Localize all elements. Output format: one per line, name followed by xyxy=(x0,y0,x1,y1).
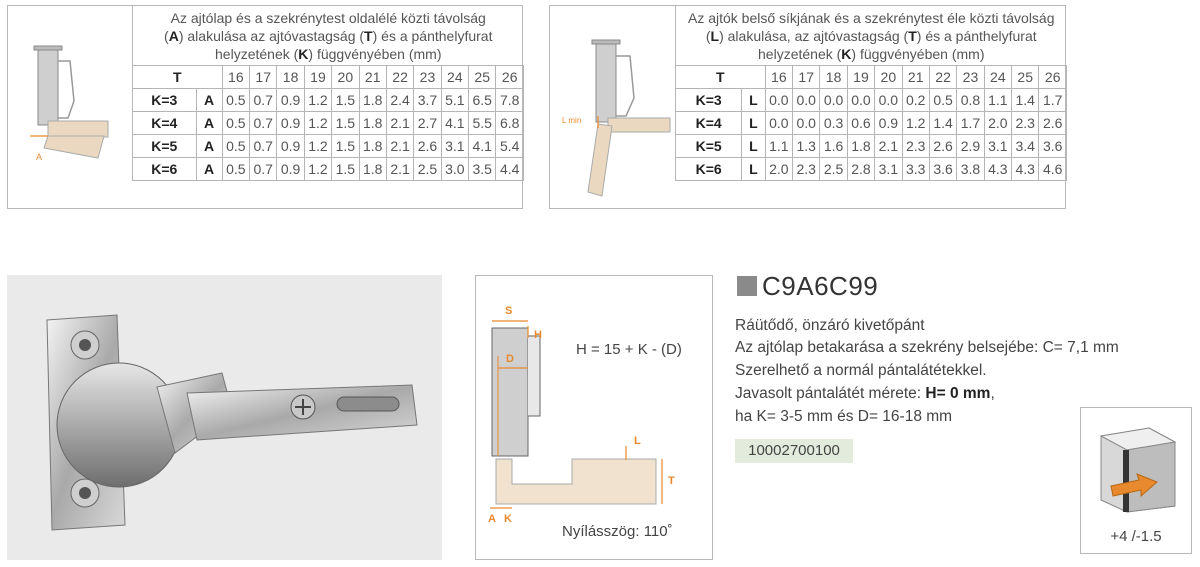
table-row xyxy=(676,112,1067,135)
table-row xyxy=(676,135,1067,158)
table-cell: 0.5 xyxy=(929,89,956,112)
header-text: ) alakulása az ajtóvastagság ( xyxy=(178,28,365,44)
header-text: helyzetének ( xyxy=(215,46,299,62)
table-cell: 2.6 xyxy=(414,135,441,158)
table-cell: 1.4 xyxy=(929,112,956,135)
table-a-column-row xyxy=(133,66,524,89)
table-cell: 4.1 xyxy=(469,135,496,158)
header-text: ( xyxy=(705,28,711,44)
table-cell: 18 xyxy=(820,66,847,89)
description-line-4 xyxy=(735,385,995,403)
table-cell: T xyxy=(676,66,766,89)
table-cell: 2.0 xyxy=(765,158,792,181)
table-cell: 25 xyxy=(1012,66,1039,89)
table-cell: 4.3 xyxy=(1012,158,1039,181)
table-cell: 18 xyxy=(277,66,304,89)
table-cell: K=5 xyxy=(676,135,742,158)
table-cell: A xyxy=(196,112,222,135)
table-cell: 23 xyxy=(414,66,441,89)
opening-angle-text: Nyílásszög: 110˚ xyxy=(562,523,673,540)
table-cell: K=3 xyxy=(133,89,197,112)
adjustment-label: +4 /-1.5 xyxy=(1110,528,1162,545)
header-text: ) és a pánthelyfurat xyxy=(916,28,1037,44)
t-label: T xyxy=(668,475,675,487)
table-cell: 2.1 xyxy=(386,158,413,181)
table-a-header xyxy=(133,5,524,66)
table-cell: A xyxy=(196,135,222,158)
table-cell: 6.5 xyxy=(469,89,496,112)
table-cell: 21 xyxy=(359,66,386,89)
table-cell: 0.5 xyxy=(222,89,249,112)
table-cell: 0.0 xyxy=(765,89,792,112)
table-cell: 21 xyxy=(902,66,929,89)
hinge-dimension-diagram xyxy=(476,276,712,559)
table-cell: 3.6 xyxy=(1039,135,1067,158)
table-cell: 0.9 xyxy=(875,112,902,135)
table-cell: 4.3 xyxy=(984,158,1011,181)
description-fragment: H= 0 mm xyxy=(925,385,991,402)
table-cell: 1.8 xyxy=(847,135,874,158)
a-dim-label: A xyxy=(488,513,496,525)
table-cell: K=3 xyxy=(676,89,742,112)
l-min-label: L min xyxy=(562,116,582,125)
table-cell: 0.6 xyxy=(847,112,874,135)
header-text: T xyxy=(908,28,917,44)
description-fragment: Javasolt pántalátét mérete: xyxy=(735,385,926,402)
table-cell: 2.4 xyxy=(386,89,413,112)
table-cell: A xyxy=(196,158,222,181)
table-cell: 3.1 xyxy=(441,135,468,158)
formula-text: H = 15 + K - (D) xyxy=(576,341,682,358)
header-text: Az ajtók belső síkjának és a szekrénytest éle közti távolság xyxy=(687,10,1055,26)
table-cell: 0.9 xyxy=(277,158,304,181)
table-cell: 16 xyxy=(765,66,792,89)
table-cell: K=4 xyxy=(133,112,197,135)
table-cell: 24 xyxy=(984,66,1011,89)
table-cell: L xyxy=(742,89,765,112)
table-cell: 24 xyxy=(441,66,468,89)
description-fragment: , xyxy=(990,385,995,402)
table-cell: 20 xyxy=(875,66,902,89)
description-line-5: ha K= 3-5 mm és D= 16-18 mm xyxy=(735,408,953,425)
table-cell: 0.9 xyxy=(277,89,304,112)
table-cell: 2.6 xyxy=(1039,112,1067,135)
description-line-1: Ráütődő, önzáró kivetőpánt xyxy=(735,317,925,334)
table-cell: 0.9 xyxy=(277,112,304,135)
hinge-illustration xyxy=(7,275,442,560)
header-text: ( xyxy=(164,28,169,44)
table-cell: 20 xyxy=(332,66,359,89)
table-cell: A xyxy=(196,89,222,112)
table-cell: K=5 xyxy=(133,135,197,158)
table-cell: 17 xyxy=(250,66,277,89)
table-cell: 5.5 xyxy=(469,112,496,135)
table-cell: 0.0 xyxy=(847,89,874,112)
hinge-photo xyxy=(7,275,442,560)
product-title: C9A6C99 xyxy=(762,271,879,301)
table-cell: 0.3 xyxy=(820,112,847,135)
table-cell: 2.6 xyxy=(929,135,956,158)
table-l-panel xyxy=(549,5,1066,209)
title-square-icon xyxy=(737,276,757,296)
description-line-3: Szerelhető a normál pántalátétekkel. xyxy=(735,362,987,379)
table-cell: 2.3 xyxy=(902,135,929,158)
s-label: S xyxy=(505,305,513,317)
table-cell: 2.1 xyxy=(875,135,902,158)
l-label: L xyxy=(634,435,641,447)
table-row xyxy=(133,135,524,158)
table-cell: 1.5 xyxy=(332,89,359,112)
table-cell: 3.1 xyxy=(875,158,902,181)
table-cell: 3.7 xyxy=(414,89,441,112)
table-cell: K=4 xyxy=(676,112,742,135)
adjustment-icon xyxy=(1081,408,1191,523)
table-cell: 3.1 xyxy=(984,135,1011,158)
table-cell: 0.7 xyxy=(250,158,277,181)
table-cell: 1.8 xyxy=(359,158,386,181)
header-text: helyzetének ( xyxy=(758,46,842,62)
d-label: D xyxy=(506,353,514,365)
table-cell: 1.2 xyxy=(304,89,331,112)
table-cell: T xyxy=(133,66,223,89)
table-cell: 3.4 xyxy=(1012,135,1039,158)
table-cell: 0.9 xyxy=(277,135,304,158)
table-cell: 26 xyxy=(496,66,524,89)
table-cell: 19 xyxy=(304,66,331,89)
table-cell: 1.3 xyxy=(793,135,820,158)
table-cell: L xyxy=(742,158,765,181)
table-l-header xyxy=(676,5,1067,66)
table-cell: 0.5 xyxy=(222,135,249,158)
table-cell: 3.0 xyxy=(441,158,468,181)
table-cell: L xyxy=(742,112,765,135)
table-cell: 22 xyxy=(929,66,956,89)
table-cell: 5.4 xyxy=(496,135,524,158)
table-cell: 17 xyxy=(793,66,820,89)
table-cell: 5.1 xyxy=(441,89,468,112)
table-cell: 1.2 xyxy=(304,135,331,158)
table-cell: 26 xyxy=(1039,66,1067,89)
header-text: K xyxy=(841,46,852,62)
table-cell: 1.7 xyxy=(1039,89,1067,112)
h-label: H xyxy=(534,329,542,341)
table-cell: 0.0 xyxy=(793,89,820,112)
k-label: K xyxy=(504,513,512,525)
table-cell: 2.9 xyxy=(957,135,984,158)
table-cell: 1.7 xyxy=(957,112,984,135)
table-row xyxy=(676,158,1067,181)
table-cell: 4.4 xyxy=(496,158,524,181)
table-cell: 0.7 xyxy=(250,89,277,112)
table-cell: 1.8 xyxy=(359,89,386,112)
table-cell: 2.1 xyxy=(386,135,413,158)
table-cell: 0.0 xyxy=(875,89,902,112)
a-label: A xyxy=(36,152,43,162)
table-cell: 1.5 xyxy=(332,135,359,158)
product-code-badge: 10002700100 xyxy=(735,439,853,463)
table-cell: 3.6 xyxy=(929,158,956,181)
table-cell: 1.2 xyxy=(304,112,331,135)
table-cell: 1.2 xyxy=(902,112,929,135)
table-cell: 0.2 xyxy=(902,89,929,112)
header-text: K xyxy=(298,46,309,62)
table-cell: 6.8 xyxy=(496,112,524,135)
table-cell: 0.7 xyxy=(250,112,277,135)
table-cell: 2.5 xyxy=(414,158,441,181)
table-a-panel xyxy=(7,5,523,209)
adjustment-panel xyxy=(1080,407,1192,554)
table-row xyxy=(676,89,1067,112)
table-cell: 2.0 xyxy=(984,112,1011,135)
header-text: ) és a pánthelyfurat xyxy=(372,28,493,44)
table-cell: 25 xyxy=(469,66,496,89)
header-text: ) alakulása, az ajtóvastagság ( xyxy=(719,28,909,44)
table-cell: 1.5 xyxy=(332,158,359,181)
table-cell: 4.6 xyxy=(1039,158,1067,181)
table-cell: 0.5 xyxy=(222,112,249,135)
table-cell: 1.2 xyxy=(304,158,331,181)
table-row xyxy=(133,89,524,112)
table-cell: 2.5 xyxy=(820,158,847,181)
table-cell: 22 xyxy=(386,66,413,89)
table-cell: 1.8 xyxy=(359,135,386,158)
table-cell: 1.4 xyxy=(1012,89,1039,112)
table-cell: 1.6 xyxy=(820,135,847,158)
description-line-2: Az ajtólap betakarása a szekrény belsejébe: C= 7,1 mm xyxy=(735,339,1119,356)
table-cell: K=6 xyxy=(676,158,742,181)
header-text: ) függvényében (mm) xyxy=(851,46,985,62)
table-cell: K=6 xyxy=(133,158,197,181)
table-cell: 1.1 xyxy=(765,135,792,158)
table-cell: 3.8 xyxy=(957,158,984,181)
table-cell: 2.7 xyxy=(414,112,441,135)
distance-table-l xyxy=(675,5,1067,181)
table-cell: 1.8 xyxy=(359,112,386,135)
table-cell: L xyxy=(742,135,765,158)
technical-diagram xyxy=(475,275,713,560)
table-cell: 0.5 xyxy=(222,158,249,181)
table-cell: 7.8 xyxy=(496,89,524,112)
door-offset-diagram-a xyxy=(8,6,132,206)
table-cell: 3.3 xyxy=(902,158,929,181)
table-cell: 0.0 xyxy=(820,89,847,112)
table-cell: 3.5 xyxy=(469,158,496,181)
table-cell: 19 xyxy=(847,66,874,89)
table-cell: 16 xyxy=(222,66,249,89)
table-cell: 23 xyxy=(957,66,984,89)
header-text: Az ajtólap és a szekrénytest oldalélé közti távolság xyxy=(170,10,486,26)
table-cell: 1.5 xyxy=(332,112,359,135)
table-cell: 2.8 xyxy=(847,158,874,181)
table-cell: 2.3 xyxy=(793,158,820,181)
header-text: A xyxy=(168,28,179,44)
table-cell: 0.0 xyxy=(793,112,820,135)
header-text: T xyxy=(364,28,373,44)
table-cell: 1.1 xyxy=(984,89,1011,112)
table-row xyxy=(133,158,524,181)
distance-table-a xyxy=(132,5,524,181)
table-cell: 4.1 xyxy=(441,112,468,135)
table-cell: 0.7 xyxy=(250,135,277,158)
header-text: ) függvényében (mm) xyxy=(308,46,442,62)
table-cell: 0.8 xyxy=(957,89,984,112)
table-cell: 0.0 xyxy=(765,112,792,135)
table-row xyxy=(133,112,524,135)
door-offset-diagram-l xyxy=(550,6,676,206)
table-cell: 2.3 xyxy=(1012,112,1039,135)
header-text: L xyxy=(710,28,720,44)
table-l-column-row xyxy=(676,66,1067,89)
table-cell: 2.1 xyxy=(386,112,413,135)
